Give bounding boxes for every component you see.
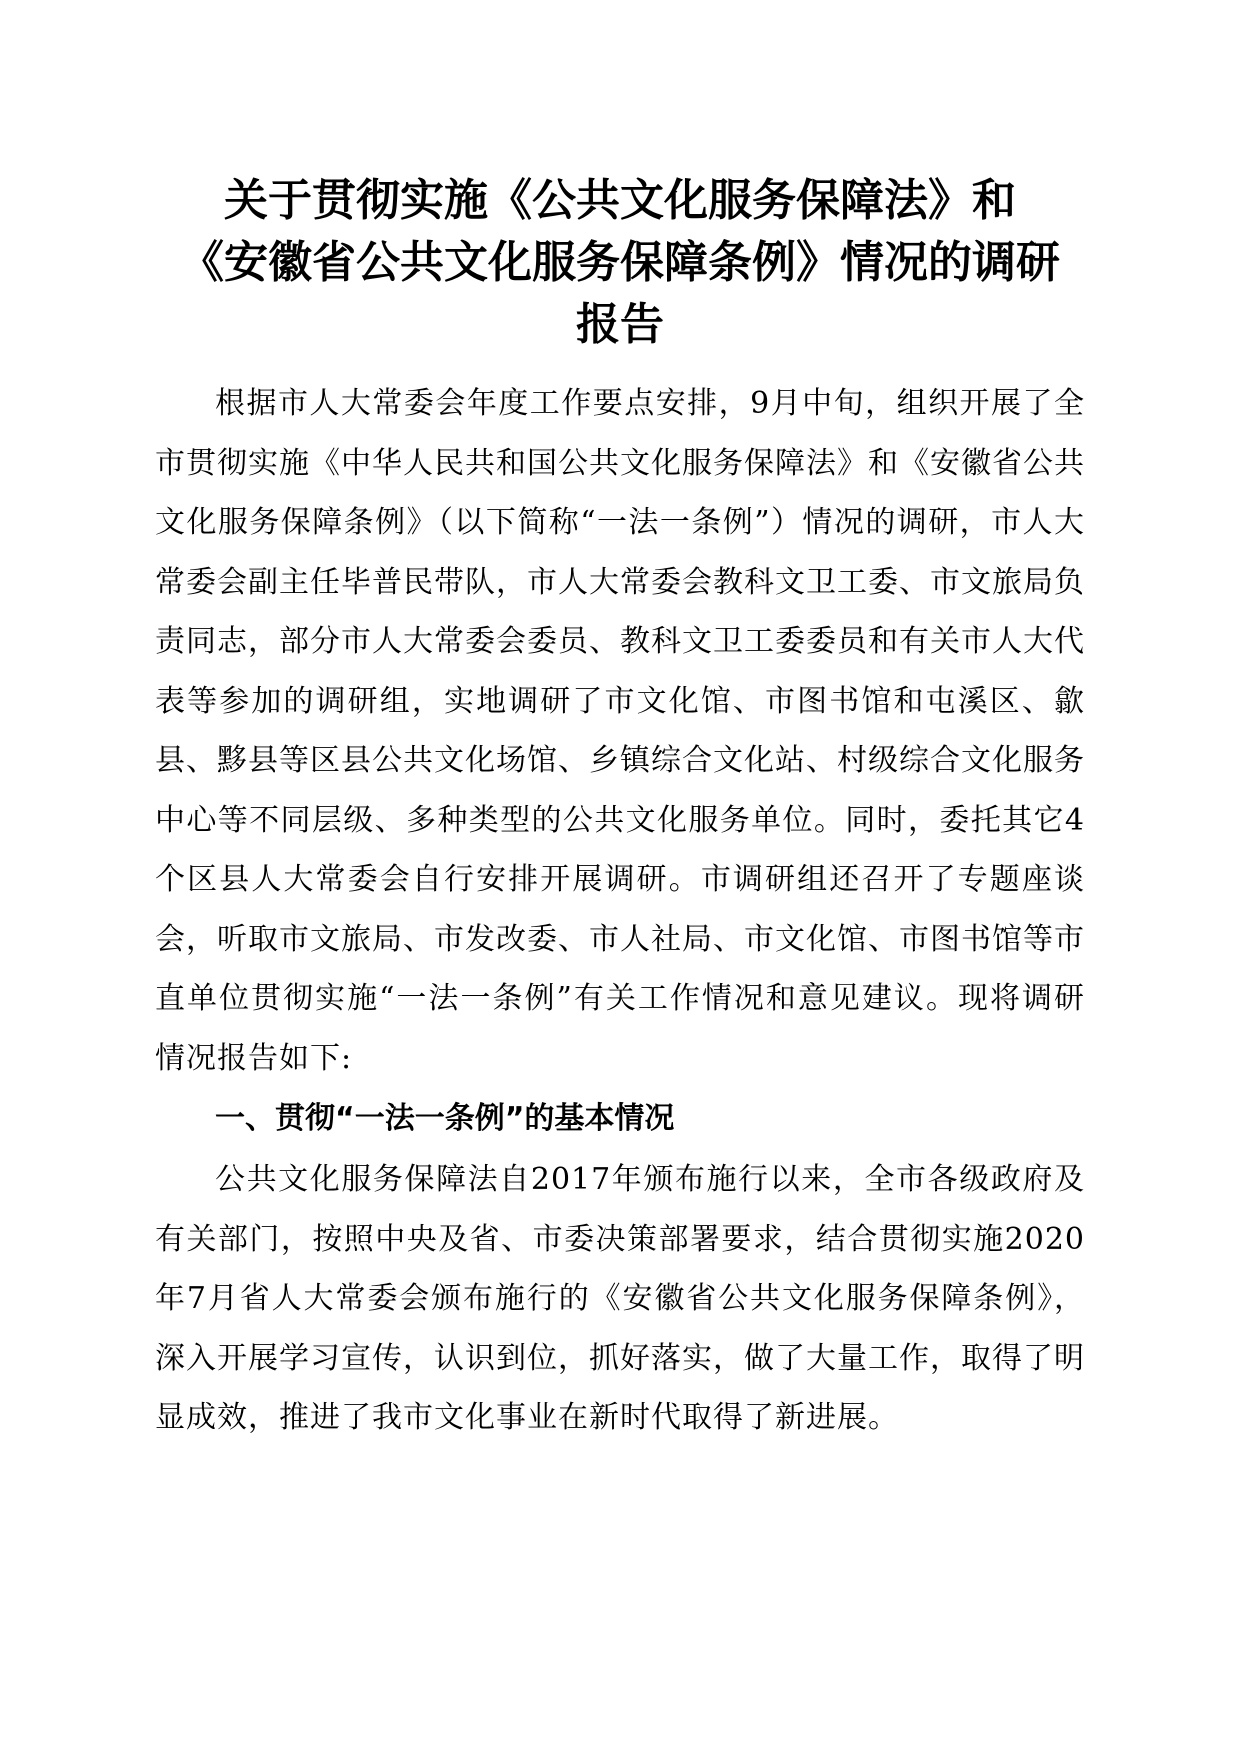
intro-paragraph: 根据市人大常委会年度工作要点安排，9月中旬，组织开展了全市贯彻实施《中华人民共和国公共文化服务保障法》和《安徽省公共文化服务保障条例》（以下简称“一法一条例”）情况的调研，市人大常委会副主任毕普民带队，市人大常委会教科文卫工委、市文旅局负责同志，部分市人大常委会委员、教科文卫工委委员和有关市人大代表等参加的调研组，实地调研了市文化馆、市图书馆和屯溪区、歙县、黟县等区县公共文化场馆、乡镇综合文化站、村级综合文化服务中心等不同层级、多种类型的公共文化服务单位。同时，委托其它4个区县人大常委会自行安排开展调研。市调研组还召开了专题座谈会，听取市文旅局、市发改委、市人社局、市文化馆、市图书馆等市直单位贯彻实施“一法一条例”有关工作情况和意见建议。现将调研情况报告如下: (155, 386, 1085, 1076)
document-title (155, 170, 1085, 356)
section-paragraph: 公共文化服务保障法自2017年颁布施行以来，全市各级政府及有关部门，按照中央及省、市委决策部署要求，结合贯彻实施2020年7月省人大常委会颁布施行的《安徽省公共文化服务保障条例》，深入开展学习宣传，认识到位，抓好落实，做了大量工作，取得了明显成效，推进了我市文化事业在新时代取得了新进展。 (155, 1162, 1085, 1435)
title-line-2: 《安徽省公共文化服务保障条例》情况的调研 (180, 237, 1060, 288)
title-line-1: 关于贯彻实施《公共文化服务保障法》和 (224, 175, 1016, 226)
section-heading: 一、贯彻“一法一条例”的基本情况 (215, 1101, 675, 1136)
title-line-3: 报告 (576, 299, 664, 350)
